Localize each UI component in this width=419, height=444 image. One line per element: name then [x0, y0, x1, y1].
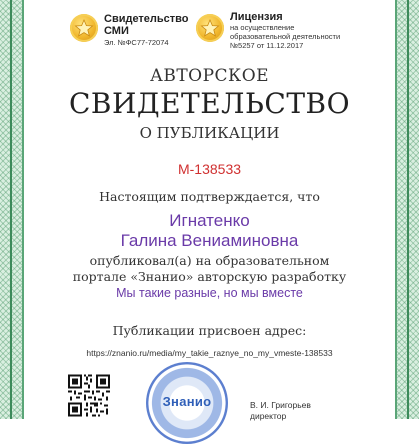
certificate-subtitle: О ПУБЛИКАЦИИ — [139, 124, 280, 142]
license-title: Лицензия — [230, 11, 283, 23]
certificate-number: М-138533 — [177, 161, 242, 177]
certificate-kind: АВТОРСКОЕ — [149, 66, 270, 86]
smi-registration: Эл. №ФС77-72074 — [104, 38, 169, 47]
publication-url[interactable]: https://znanio.ru/media/my_takie_raznye_no_my_vmeste-138533 — [86, 348, 333, 358]
smi-title: Свидетельство — [104, 13, 189, 25]
confirm-text: Настоящим подтверждается, что — [99, 189, 320, 204]
smi-title-2: СМИ — [104, 25, 129, 37]
address-label: Публикации присвоен адрес: — [112, 323, 307, 338]
license-line-3: №5257 от 11.12.2017 — [230, 41, 304, 50]
published-line-2: портале «Знанио» авторскую разработку — [72, 269, 347, 284]
license-line-1: на осуществление — [230, 23, 295, 32]
director-name: В. И. Григорьев — [250, 400, 311, 410]
certificate-title: СВИДЕТЕЛЬСТВО — [68, 87, 351, 120]
seal-label: Знанио — [162, 394, 212, 409]
author-given-names: Галина Вениаминовна — [120, 231, 299, 250]
work-title: Мы такие разные, но мы вместе — [116, 286, 303, 300]
license-line-2: образовательной деятельности — [230, 32, 341, 41]
director-role: директор — [250, 411, 287, 421]
znanio-seal-icon — [146, 362, 228, 444]
published-line-1: опубликовал(а) на образовательном — [89, 253, 330, 268]
license-badge-icon — [196, 14, 224, 42]
author-surname: Игнатенко — [169, 211, 250, 230]
star-badge-icon — [70, 14, 98, 42]
qr-code-icon — [66, 372, 112, 419]
